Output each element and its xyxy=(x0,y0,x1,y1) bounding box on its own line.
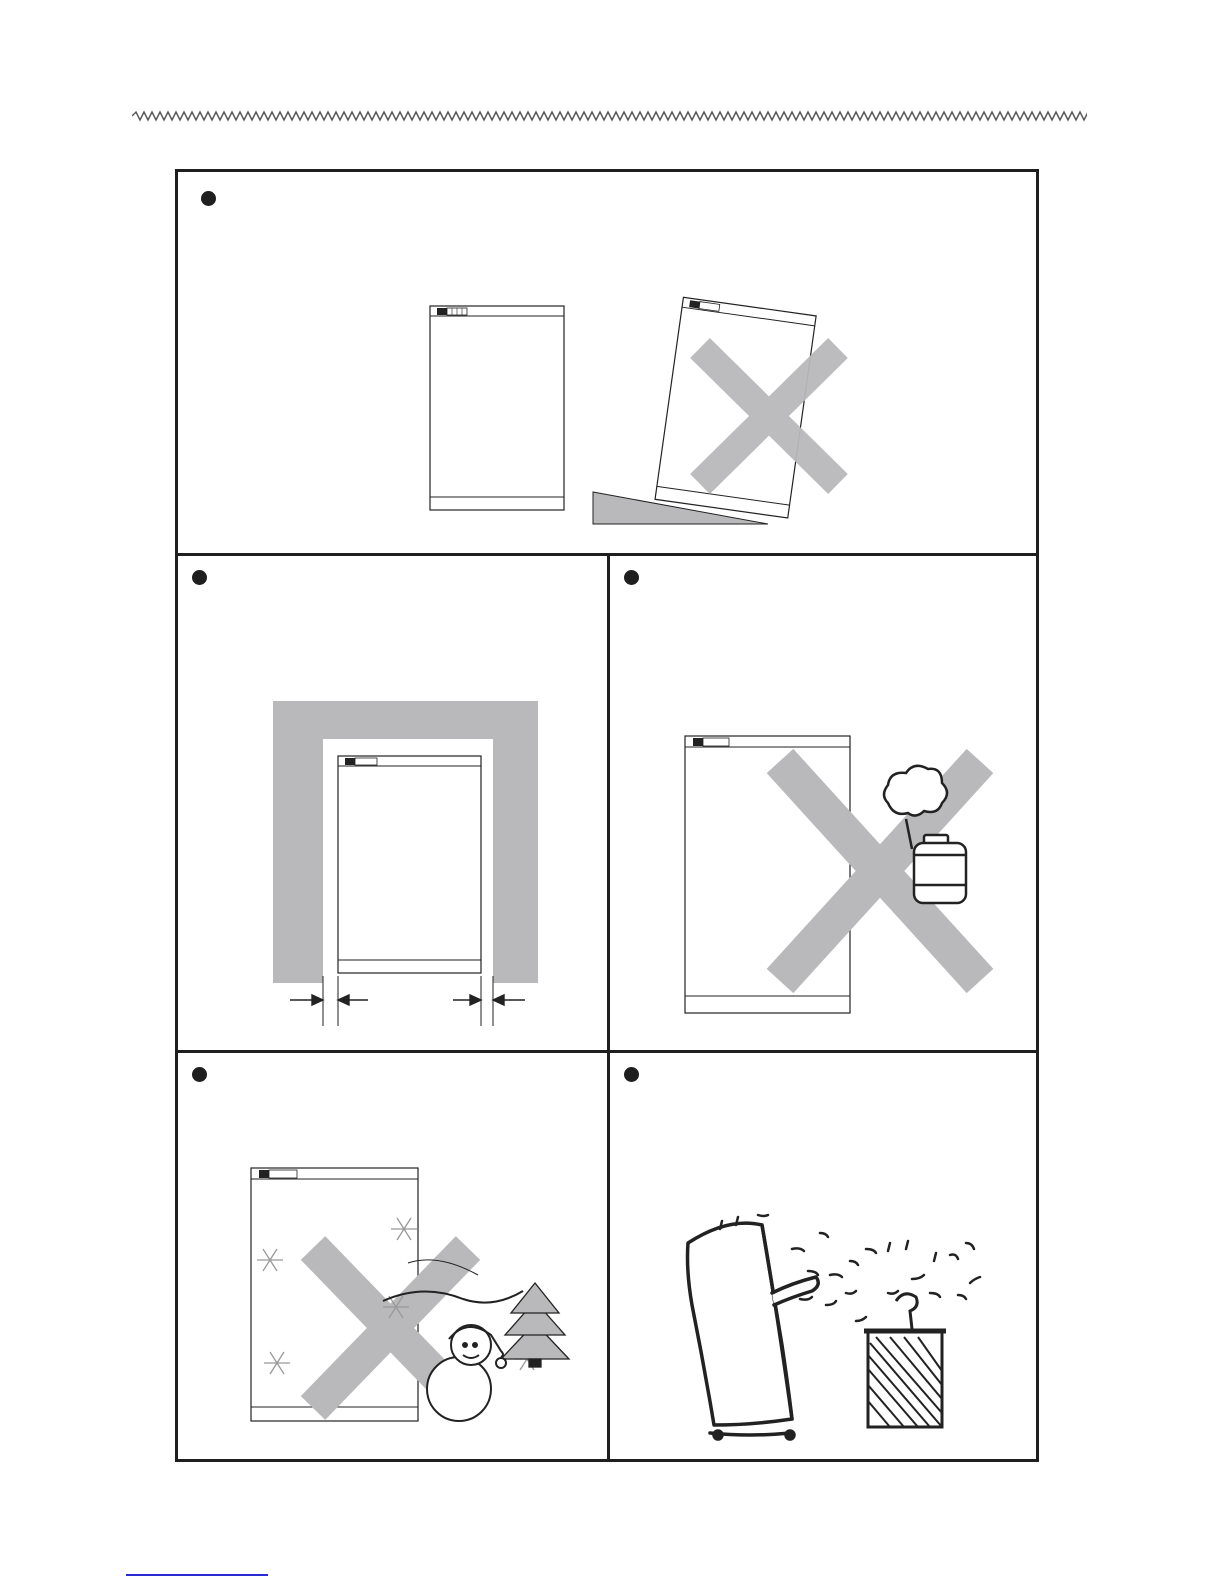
panel-no-cold-location xyxy=(178,1053,610,1459)
cabinet xyxy=(864,1294,946,1427)
fridge-body xyxy=(688,1223,793,1425)
panel-ventilation-clearance xyxy=(178,556,610,1053)
upright-fridge xyxy=(430,306,564,510)
fridge-outdoors-in-snow-crossed-icon xyxy=(243,1163,583,1423)
footer-link-underline[interactable] xyxy=(126,1574,268,1576)
panel-no-rain xyxy=(610,1053,1036,1459)
header-zigzag-rule xyxy=(132,110,1087,122)
pine-tree-icon xyxy=(501,1283,569,1367)
bullet-dot xyxy=(201,191,216,206)
fridge-in-niche-with-gap-arrows-icon xyxy=(268,696,538,1036)
bullet-dot xyxy=(192,1067,207,1082)
upright-fridge-vs-tilted-fridge-icon xyxy=(418,292,858,532)
snowman-icon xyxy=(427,1325,506,1421)
installation-guide-frame xyxy=(175,169,1039,1462)
bullet-dot xyxy=(624,570,639,585)
fridge-and-cabinet-in-rain-icon xyxy=(680,1213,990,1443)
fridge-next-to-gas-stove-crossed-icon xyxy=(680,731,1000,1021)
bullet-dot xyxy=(624,1067,639,1082)
bullet-dot xyxy=(192,570,207,585)
gap-arrows xyxy=(290,995,525,1005)
panel-no-heat-source xyxy=(610,556,1036,1053)
panel-level-floor xyxy=(178,172,1036,556)
